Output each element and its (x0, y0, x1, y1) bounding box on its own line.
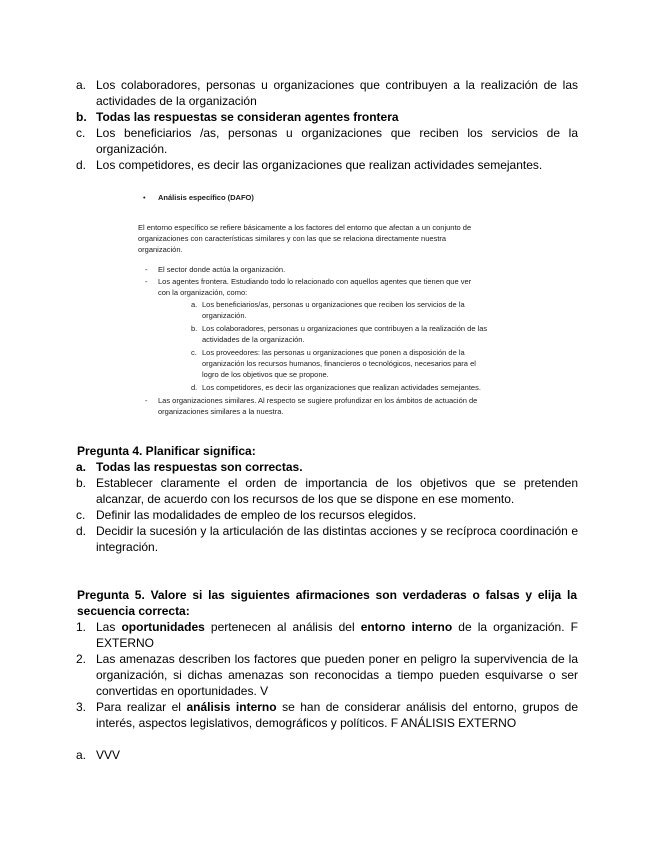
excerpt-sub-line: Los competidores, es decir las organizaciones que realizan actividades semejantes. (202, 383, 481, 392)
list-marker: c. (76, 508, 86, 522)
list-marker: 2. (76, 652, 87, 666)
q4-option-c (76, 507, 578, 523)
list-marker: a. (76, 78, 87, 92)
q5-answer-a (76, 747, 578, 763)
q4-option-a (76, 459, 578, 475)
list-marker: c. (76, 126, 86, 140)
list-marker: b. (76, 476, 87, 490)
excerpt-sub-line: Los proveedores: las personas u organizaciones que ponen a disposición de la (202, 348, 465, 357)
option-text: Definir las modalidades de empleo de los recursos elegidos. (96, 508, 417, 522)
excerpt-bullet: Los agentes frontera. Estudiando todo lo relacionado con aquellos agentes que tienen que ver (158, 277, 472, 286)
option-text: Los beneficiarios /as, personas u organizaciones que reciben los servicios de la organización. (96, 126, 578, 156)
q3-option-b (76, 109, 578, 125)
list-marker: d. (76, 158, 87, 172)
q3-option-d (76, 157, 578, 173)
list-marker: 3. (76, 700, 87, 714)
excerpt-bullet-cont: organizaciones similares a la nuestra. (158, 407, 284, 416)
sub-marker: c. (191, 348, 197, 357)
excerpt-sub-line: Los colaboradores, personas u organizaciones que contribuyen a la realización de las (202, 324, 488, 333)
option-text: Los competidores, es decir las organizaciones que realizan actividades semejantes. (96, 158, 543, 172)
list-marker: 1. (76, 620, 87, 634)
list-marker: a. (76, 748, 87, 762)
statement-text: Para realizar el análisis interno se han de considerar análisis del entorno, grupos de interés, aspectos legislativos, demográficos y políticos. F ANÁLISIS EXTERNO (96, 700, 578, 730)
q3-option-c (76, 125, 578, 157)
list-marker: b. (76, 110, 87, 124)
sub-marker: a. (191, 300, 198, 309)
excerpt-bullet: Las organizaciones similares. Al respecto se sugiere profundizar en los ámbitos de actuación de (158, 396, 478, 405)
q4-option-d (76, 523, 578, 555)
sub-marker: d. (191, 383, 198, 392)
excerpt-sub-line: Los beneficiarios/as, personas u organizaciones que reciben los servicios de la (202, 300, 465, 309)
question-5-title: Pregunta 5. Valore si las siguientes afirmaciones son verdaderas o falsas y elija la secuencia correcta: (77, 588, 577, 618)
statement-text: Las amenazas describen los factores que pueden poner en peligro la supervivencia de la organización, si dichas amenazas son reconocidas a tiempo pueden esquivarse o ser convertidas en oportunidades. V (96, 652, 578, 698)
excerpt-heading: Análisis específico (DAFO) (158, 193, 254, 202)
answer-text: VVV (96, 748, 121, 762)
option-text: Todas las respuestas son correctas. (96, 460, 303, 474)
excerpt-sub-line: actividades de la organización. (202, 335, 305, 344)
excerpt-sub-line: logro de los objetivos que se propone. (202, 370, 329, 379)
statement-text: Las oportunidades pertenecen al análisis del entorno interno de la organización. F EXTERNO (96, 620, 578, 650)
option-text: Los colaboradores, personas u organizaciones que contribuyen a la realización de las actividades de la organización (96, 78, 578, 108)
q5-statement-2 (76, 651, 578, 699)
dash-marker: - (145, 265, 148, 274)
q4-option-b (76, 475, 578, 507)
excerpt-intro-line: El entorno específico se refiere básicamente a los factores del entorno que afectan a un conjunto de (138, 223, 472, 232)
option-text: Decidir la sucesión y la articulación de las distintas acciones y se recíproca coordinación e integración. (96, 524, 578, 554)
option-text: Establecer claramente el orden de importancia de los objetivos que se pretenden alcanzar, de acuerdo con los recursos de los que se dispone en ese momento. (96, 476, 578, 506)
option-text: Todas las respuestas se consideran agentes frontera (96, 110, 399, 124)
excerpt-bullet-cont: con la organización, como: (158, 288, 248, 297)
excerpt-sub-line: organización. (202, 311, 247, 320)
bullet-icon: • (143, 193, 146, 202)
excerpt-intro-line: organización. (138, 245, 183, 254)
dash-marker: - (145, 396, 148, 405)
list-marker: a. (76, 460, 87, 474)
dash-marker: - (145, 277, 148, 286)
list-marker: d. (76, 524, 87, 538)
excerpt-bullet: El sector donde actúa la organización. (158, 265, 286, 274)
q5-statement-1 (76, 619, 578, 651)
q3-option-a (76, 77, 578, 109)
q5-statement-3 (76, 699, 578, 731)
excerpt-sub-line: organización los recursos humanos, financieros o tecnológicos, necesarios para el (202, 359, 476, 368)
question-4-title: Pregunta 4. Planificar significa: (77, 444, 256, 458)
excerpt-intro-line: organizaciones con características similares y con las que se relaciona directamente nuestra (138, 234, 447, 243)
sub-marker: b. (191, 324, 198, 333)
